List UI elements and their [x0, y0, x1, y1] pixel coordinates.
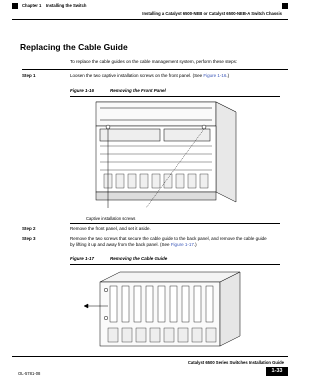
- step-2-label: Step 2: [22, 226, 36, 231]
- step-2-text: Remove the front panel, and set it aside.: [70, 226, 151, 231]
- figure-1-16-rule: [70, 96, 280, 97]
- header-marker-right: [282, 3, 288, 9]
- figure-1-17-rule: [70, 264, 280, 265]
- intro-text: To replace the cable guides on the cable management system, perform these steps:: [70, 59, 238, 64]
- document-number: OL-5781-08: [18, 371, 41, 376]
- step-3-text: Remove the two screws that secure the cable guide to the back panel, and remove the cable guide by lifting it up and away from the back panel. (See Figure 1-17.): [70, 236, 267, 248]
- header-rule: [12, 19, 288, 20]
- footer-rule: [12, 356, 288, 357]
- figure-1-16-callout: Captive installation screws: [86, 216, 136, 221]
- section-running-title: Installing a Catalyst 6500-NEB or Catalyst 6500-NEB-A Switch Chassis: [142, 11, 282, 16]
- step-1-text: Loosen the two captive installation screws on the front panel. (See Figure 1-16.): [70, 73, 230, 78]
- figure-1-16-caption: Figure 1-16 Removing the Front Panel: [70, 88, 166, 93]
- figure-1-17-caption: Figure 1-17 Removing the Cable Guide: [70, 256, 168, 261]
- figure-1-16-link[interactable]: Figure 1-16: [203, 73, 227, 78]
- page-number: 1-33: [266, 367, 288, 376]
- figure-1-16-illustration: [86, 98, 246, 213]
- figure-1-17-link[interactable]: Figure 1-17: [170, 242, 194, 248]
- figure-1-16-bottom-rule: [70, 223, 280, 224]
- figure-1-17-illustration: [80, 266, 250, 350]
- step-1-label: Step 1: [22, 73, 36, 78]
- chapter-label: Chapter 1: [22, 3, 42, 8]
- steps-rule: [22, 69, 288, 70]
- section-heading: Replacing the Cable Guide: [20, 42, 128, 52]
- step-3-label: Step 3: [22, 236, 36, 241]
- header-marker: [12, 3, 18, 9]
- chapter-title: Installing the Switch: [45, 3, 87, 8]
- guide-title: Catalyst 6500 Series Switches Installation Guide: [187, 360, 284, 365]
- chapter-heading: [22, 3, 86, 8]
